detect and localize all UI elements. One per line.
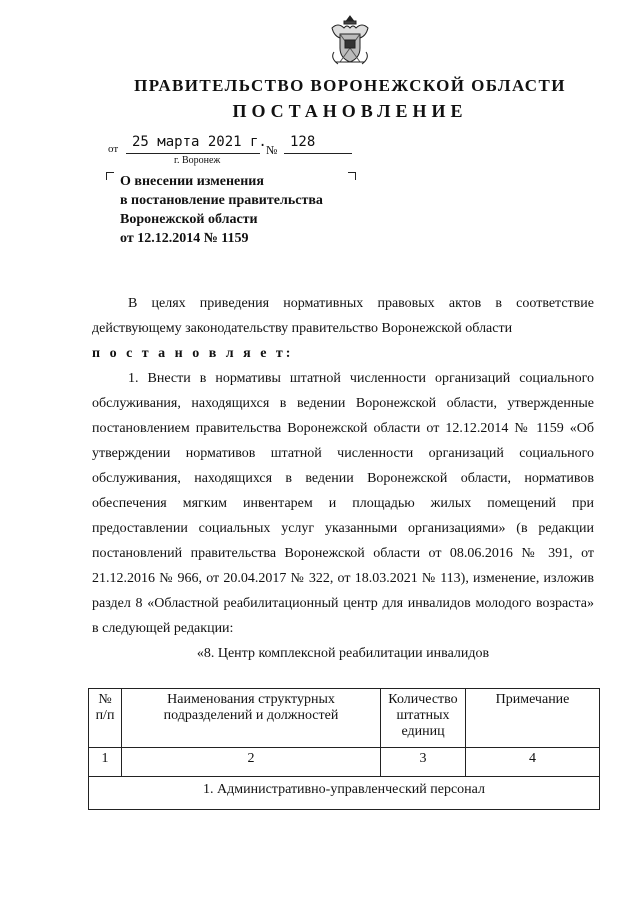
item-1-paragraph: 1. Внести в нормативы штатной численности организаций социального обслуживания, находящихся в ведении Воронежской области, утвержденные постановлением правительства Воронежской области от 12.12.2014 № 1159 «Об утверждении нормативов штатной численности организаций социального обслуживания, находящихся в ведении Воронежской области, нормативов обеспечения мягким инвентарем и площадью жилых помещений при предоставлении социальных услуг указанными организациями» (в редакции постановлений правительства Воронежской области от 08.06.2016 № 391, от 21.12.2016 № 966, от 20.04.2017 № 322, от 18.03.2021 № 113), изменение, изложив раздел 8 «Областной реабилитационный центр для инвалидов молодого возраста» в следующей редакции: [92,371,594,636]
city: г. Воронеж [174,155,221,166]
table-cell: 2 [122,748,381,777]
organization-title: ПРАВИТЕЛЬСТВО ВОРОНЕЖСКОЙ ОБЛАСТИ [134,76,566,95]
subject-line: в постановление правительства [120,193,323,208]
number-sign: № [266,143,278,157]
subject-corner-left [106,172,114,180]
section-title: «8. Центр комплексной реабилитации инвалидов [196,646,490,661]
document-subject [120,172,380,248]
document-number: 128 [290,134,316,150]
table-row [89,777,600,810]
subject-line: от 12.12.2014 № 1159 [120,231,249,246]
table-row [89,748,600,777]
coat-of-arms-emblem [328,14,372,66]
table-header-count: Количество штатных единиц [381,689,466,748]
date-prefix: от [108,143,119,155]
number-underline [284,153,352,154]
document-body [92,291,594,666]
table-header-positions: Наименования структурных подразделений и должностей [122,689,381,748]
date-underline [126,153,260,154]
subject-line: Воронежской области [120,212,258,227]
document-type: ПОСТАНОВЛЕНИЕ [232,101,468,121]
table-cell: 4 [466,748,600,777]
document-date: 25 марта 2021 г. [132,134,267,150]
decree-word: п о с т а н о в л я е т: [92,346,294,361]
preamble-paragraph: В целях приведения нормативных правовых актов в соответствие действующему законодательству правительство Воронежской области [92,296,594,336]
table-cell: 1 [89,748,122,777]
table-section-row: 1. Административно-управленческий персонал [89,777,600,810]
staffing-table [88,688,600,810]
table-cell: 3 [381,748,466,777]
table-header-number: № п/п [89,689,122,748]
table-header-row [89,689,600,748]
subject-line: О внесении изменения [120,174,264,189]
table-header-note: Примечание [466,689,600,748]
